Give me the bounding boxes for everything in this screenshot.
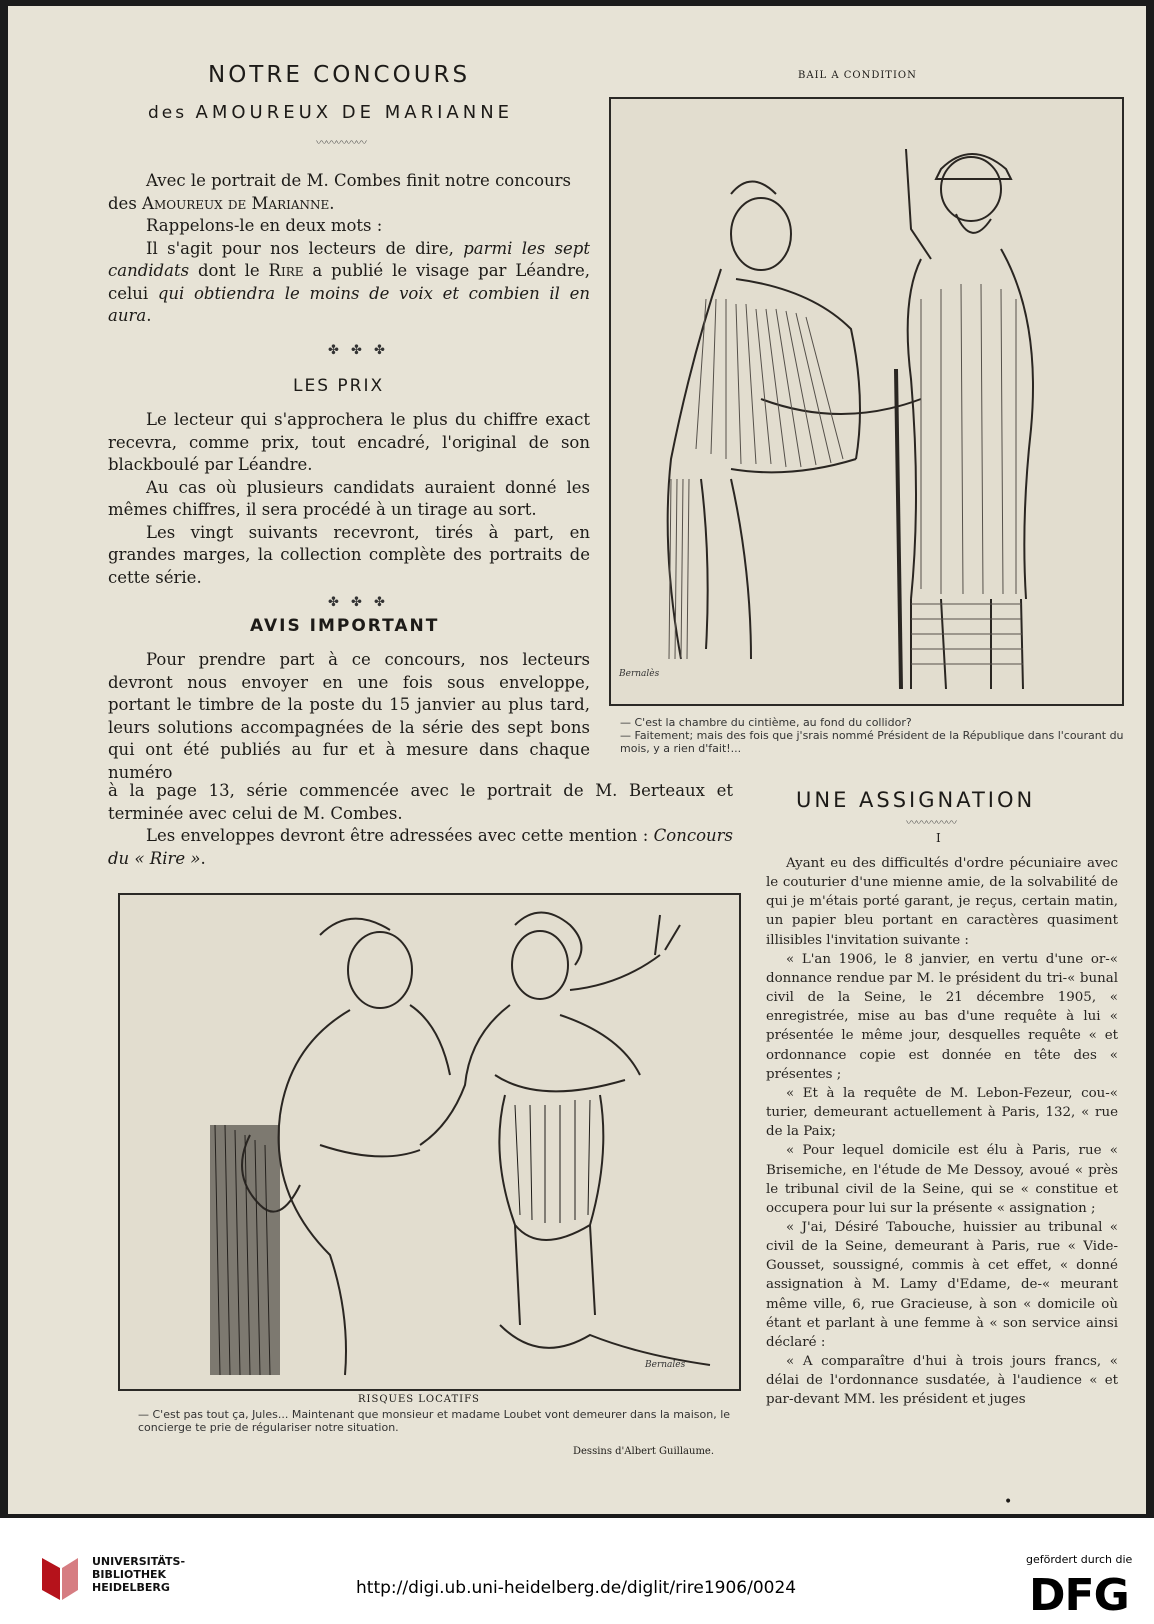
bullet-mark: •: [1004, 1494, 1013, 1510]
library-name-line-3: HEIDELBERG: [92, 1581, 170, 1594]
chapter-number: I: [936, 831, 941, 845]
title-squiggle-divider: 〰〰〰〰〰: [316, 136, 366, 149]
avis-para-2: Les enveloppes devront être adressées avec cette mention : Concours du « Rire ».: [108, 826, 733, 868]
assignation-para-2: « L'an 1906, le 8 janvier, en vertu d'une or-« donnance rendue par M. le président du tri-« bunal civil de la Seine, le 21 décembre 1905, « enregistrée, mise au bas d'une requête à lui « présentée le même jour, desquelles requête « et ordonnance copie est donnée en tête des « présentes ;: [766, 951, 1118, 1082]
prix-heading: LES PRIX: [293, 376, 385, 396]
avis-para-1-bottom: à la page 13, série commencée avec le portrait de M. Berteaux et terminée avec celui de M. Combes.: [108, 781, 733, 823]
permalink-url[interactable]: http://digi.ub.uni-heidelberg.de/diglit/rire1906/0024: [356, 1578, 797, 1598]
prix-para-2: Au cas où plusieurs candidats auraient donné les mêmes chiffres, il sera procédé à un tirage au sort.: [108, 477, 590, 519]
illustration-1-signature: Bernalès: [619, 669, 660, 679]
caption-1-line-1: — C'est la chambre du cintième, au fond du collidor?: [620, 716, 912, 729]
contest-subtitle: [148, 102, 513, 123]
intro-para-1: Avec le portrait de M. Combes finit notre concours: [146, 171, 572, 190]
illustration-1-drawing: [609, 97, 1124, 706]
avis-para-1-top: Pour prendre part à ce concours, nos lecteurs devront nous envoyer en une fois sous enveloppe, portant le timbre de la poste du 15 janvier au plus tard, leurs solutions accompagnées de la série des sept bons qui ont été publiés au fur et à mesure dans chaque numéro: [108, 650, 590, 782]
assignation-text: [766, 854, 1118, 1410]
prix-text: [108, 409, 590, 589]
avis-text-bottom: [108, 780, 733, 870]
avis-heading: AVIS IMPORTANT: [250, 616, 440, 636]
assignation-para-5: « J'ai, Désiré Tabouche, huissier au tribunal « civil de la Seine, demeurant à Paris, rue « Vide-Gousset, soussigné, commis à cet effet, « donné assignation à M. Lamy d'Edame, de-« meurant même ville, 6, rue Gracieuse, à son « domicile où étant et parlant à une femme à « son service ainsi déclaré :: [766, 1219, 1118, 1350]
intro-para-2: Rappelons-le en deux mots :: [146, 216, 383, 235]
assignation-heading: UNE ASSIGNATION: [796, 788, 1036, 812]
illustration-2-title: RISQUES LOCATIFS: [358, 1394, 480, 1405]
assignation-para-4: « Pour lequel domicile est élu à Paris, rue « Brisemiche, en l'étude de Me Dessoy, avoué « près le tribunal civil de la Seine, qui se « constitue et occupera pour lui sur la présente « assignation ;: [766, 1143, 1118, 1216]
university-library-name: [92, 1555, 185, 1594]
subtitle-main: AMOUREUX DE MARIANNE: [195, 102, 514, 123]
intro-para-1b: des Amoureux de Marianne.: [108, 193, 335, 213]
illustration-2-signature: Bernalès: [645, 1360, 686, 1370]
illustration-1-title: BAIL A CONDITION: [798, 70, 917, 81]
university-library-logo: [38, 1554, 82, 1602]
assignation-para-6: « A comparaître d'hui à trois jours francs, « délai de l'ordonnance susdatée, à l'audience « et par-devant MM. les président et juges: [766, 1354, 1118, 1408]
intro-text: [108, 170, 590, 328]
ornament-divider: ✤ ✤ ✤: [328, 595, 389, 610]
newspaper-page: [8, 6, 1146, 1514]
funding-label: gefördert durch die: [1026, 1553, 1133, 1566]
illustration-2-caption: — C'est pas tout ça, Jules... Maintenant que monsieur et madame Loubet vont demeurer dans la maison, le concierge te prie de régulariser notre situation.: [138, 1408, 731, 1434]
illustration-2-svg: [120, 895, 739, 1389]
ornament-divider: ✤ ✤ ✤: [328, 343, 389, 358]
avis-text-top: [108, 649, 590, 784]
assignation-para-3: « Et à la requête de M. Lebon-Fezeur, cou-« turier, demeurant actuellement à Paris, 132, « rue de la Paix;: [766, 1085, 1118, 1140]
caption-1-line-2: — Faitement; mais des fois que j'srais nommé Président de la République dans l'courant du mois, y a rien d'fait!...: [620, 729, 1124, 755]
prix-para-3: Les vingt suivants recevront, tirés à part, en grandes marges, la collection complète des portraits de cette série.: [108, 522, 590, 587]
illustration-1-caption: [620, 716, 1130, 755]
prix-para-1: Le lecteur qui s'approchera le plus du chiffre exact recevra, comme prix, tout encadré, l'original de son blackboulé par Léandre.: [108, 410, 590, 474]
illustration-2-drawing: [118, 893, 741, 1391]
assignation-para-1: Ayant eu des difficultés d'ordre pécuniaire avec le couturier d'une mienne amie, de la solvabilité de qui je m'étais porté garant, je reçus, certain matin, un papier bleu portant en caractères quasiment illisibles l'invitation suivante :: [766, 856, 1118, 948]
drawings-credit: Dessins d'Albert Guillaume.: [573, 1446, 715, 1457]
library-name-line-2: BIBLIOTHEK: [92, 1568, 167, 1581]
dfg-logo: DFG: [1029, 1570, 1129, 1621]
contest-title: NOTRE CONCOURS: [208, 62, 471, 88]
illustration-1-svg: [611, 99, 1122, 704]
assignation-squiggle-divider: 〰〰〰〰〰: [906, 816, 956, 829]
library-name-line-1: UNIVERSITÄTS-: [92, 1555, 186, 1568]
subtitle-prefix: des: [148, 103, 188, 123]
ub-logo-icon: [38, 1554, 82, 1602]
intro-para-3: Il s'agit pour nos lecteurs de dire, parmi les sept candidats dont le Rire a publié le visage par Léandre, celui qui obtiendra le moins de voix et combien il en aura.: [108, 238, 590, 325]
